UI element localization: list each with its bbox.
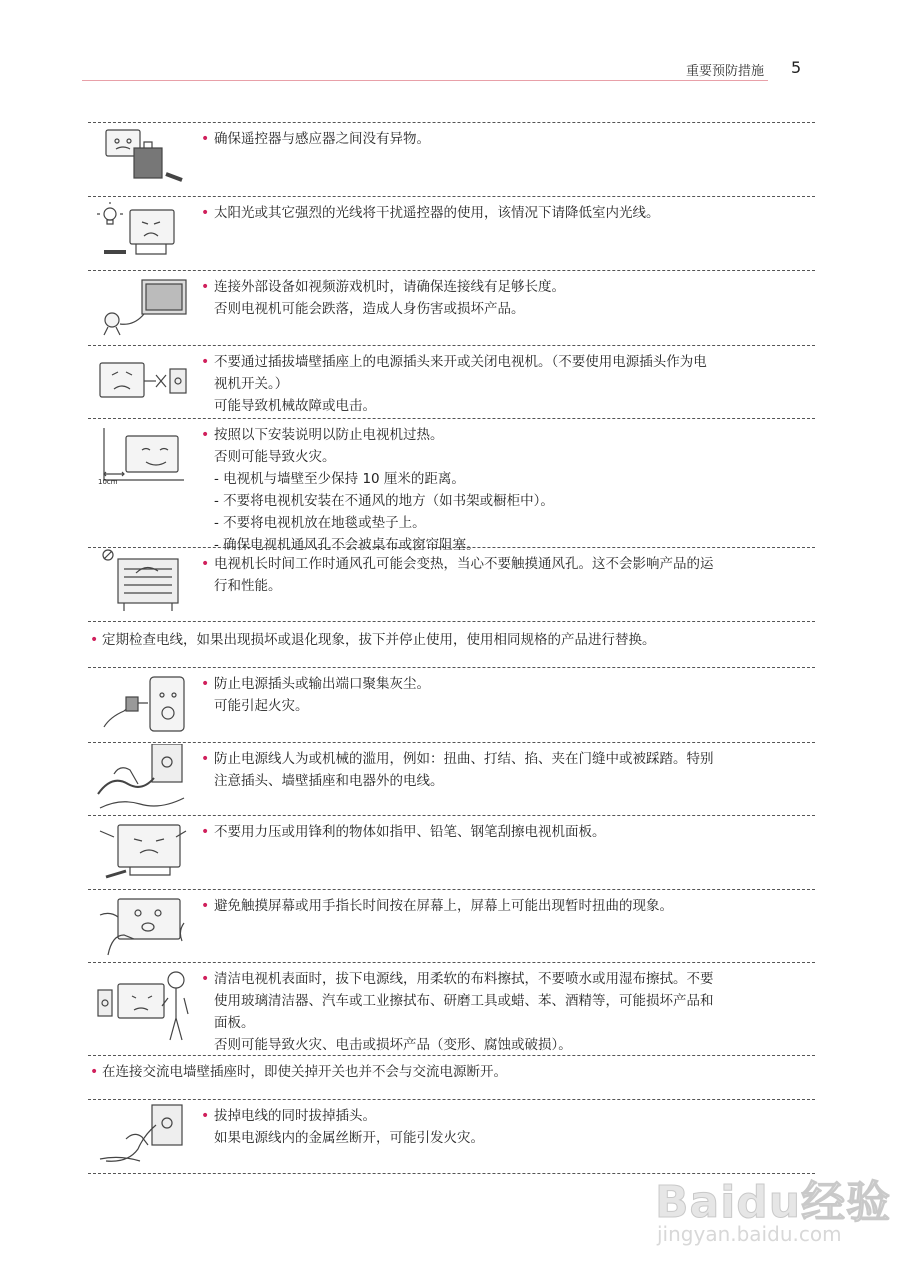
baidu-watermark xyxy=(655,1166,905,1256)
item-text xyxy=(201,424,804,556)
bullet-marker: • xyxy=(201,354,210,370)
item-line: 避免触摸屏幕或用手指长时间按在屏幕上，屏幕上可能出现暂时扭曲的现象。 xyxy=(214,898,673,914)
sunlight-interference-illustration xyxy=(96,202,190,264)
item-text xyxy=(201,202,804,224)
item-text xyxy=(201,276,804,320)
row-separator xyxy=(88,270,815,271)
item-line: 面板。 xyxy=(214,1015,255,1031)
page-header-title: 重要预防措施 xyxy=(686,64,765,79)
watermark-url: jingyan.baidu.com xyxy=(657,1222,842,1246)
bullet-marker: • xyxy=(201,279,210,295)
item-line: 如果电源线内的金属丝断开，可能引发火灾。 xyxy=(214,1130,484,1146)
bullet-marker: • xyxy=(201,971,210,987)
item-text xyxy=(201,128,804,150)
item-line: 注意插头、墙壁插座和电器外的电线。 xyxy=(214,773,444,789)
precaution-item xyxy=(88,964,815,1054)
item-text xyxy=(90,629,802,651)
row-separator xyxy=(88,122,815,123)
bullet-marker: • xyxy=(201,427,210,443)
item-text xyxy=(201,1105,804,1149)
cord-abuse-illustration xyxy=(96,744,190,812)
bullet-marker: • xyxy=(201,676,210,692)
item-line: 电视机长时间工作时通风孔可能会变热，当心不要触摸通风孔。这不会影响产品的运 xyxy=(214,556,714,572)
item-line: - 不要将电视机安装在不通风的地方（如书架或橱柜中）。 xyxy=(214,493,554,509)
row-separator xyxy=(88,1099,815,1100)
precaution-item xyxy=(88,891,815,961)
item-line: 按照以下安装说明以防止电视机过热。 xyxy=(214,427,444,443)
item-line: 否则电视机可能会跌落，造成人身伤害或损坏产品。 xyxy=(214,301,525,317)
precaution-item xyxy=(88,198,815,268)
game-console-cable-illustration xyxy=(96,276,190,338)
precaution-item xyxy=(88,272,815,342)
row-separator xyxy=(88,962,815,963)
bullet-marker: • xyxy=(201,131,210,147)
precaution-item xyxy=(88,817,815,887)
item-text xyxy=(201,968,804,1056)
precaution-item xyxy=(88,1101,815,1171)
item-line: - 确保电视机通风孔不会被桌布或窗帘阻塞。 xyxy=(214,537,480,553)
precaution-item xyxy=(88,669,815,741)
item-text xyxy=(201,821,804,843)
item-line: 不要用力压或用锋利的物体如指甲、铅笔、钢笔刮擦电视机面板。 xyxy=(214,824,606,840)
item-line: 否则可能导致火灾、电击或损坏产品（变形、腐蚀或破损）。 xyxy=(214,1037,572,1053)
hot-vent-illustration xyxy=(96,549,190,615)
item-line: 可能引起火灾。 xyxy=(214,698,309,714)
bullet-marker: • xyxy=(201,824,210,840)
touch-screen-illustration xyxy=(96,893,190,957)
scratch-panel-illustration xyxy=(96,819,190,883)
item-text xyxy=(201,351,804,417)
cleaning-illustration xyxy=(96,970,190,1044)
item-line: 防止电源线人为或机械的滥用，例如：扭曲、打结、掐、夹在门缝中或被踩踏。特别 xyxy=(214,751,714,767)
bullet-marker: • xyxy=(201,205,210,221)
item-line: 太阳光或其它强烈的光线将干扰遥控器的使用，该情况下请降低室内光线。 xyxy=(214,205,660,221)
item-line: 连接外部设备如视频游戏机时，请确保连接线有足够长度。 xyxy=(214,279,565,295)
bullet-marker: • xyxy=(201,556,210,572)
dusty-plug-illustration xyxy=(96,673,190,737)
header-rule xyxy=(82,80,768,81)
precaution-item xyxy=(88,347,815,417)
bullet-marker: • xyxy=(201,1108,210,1124)
unplug-illustration xyxy=(96,1103,190,1167)
precaution-item xyxy=(88,420,815,553)
item-line: 否则可能导致火灾。 xyxy=(214,449,336,465)
item-line: 清洁电视机表面时，拔下电源线，用柔软的布料擦拭，不要喷水或用湿布擦拭。不要 xyxy=(214,971,714,987)
item-line: 确保遥控器与感应器之间没有异物。 xyxy=(214,131,430,147)
distance-label: 10cm xyxy=(98,478,118,486)
precaution-item xyxy=(88,549,815,619)
row-separator xyxy=(88,815,815,816)
row-separator xyxy=(88,196,815,197)
item-line: 可能导致机械故障或电击。 xyxy=(214,398,376,414)
page-number: 5 xyxy=(791,58,802,77)
item-text xyxy=(201,748,804,792)
item-line: 定期检查电线，如果出现损坏或退化现象，拔下并停止使用，使用相同规格的产品进行替换。 xyxy=(102,632,656,648)
row-separator xyxy=(88,889,815,890)
bullet-marker: • xyxy=(201,898,210,914)
row-separator xyxy=(88,742,815,743)
bullet-marker: • xyxy=(90,632,99,648)
item-line: - 电视机与墙壁至少保持 10 厘米的距离。 xyxy=(214,471,465,487)
row-separator xyxy=(88,621,815,622)
item-text xyxy=(201,673,804,717)
precaution-item xyxy=(88,623,815,665)
precaution-item xyxy=(88,1057,815,1097)
watermark-logo-text: Baidu经验 xyxy=(655,1177,892,1228)
plug-switch-illustration xyxy=(96,357,190,413)
item-line: 防止电源插头或输出端口聚集灰尘。 xyxy=(214,676,430,692)
item-text xyxy=(201,553,804,597)
remote-obstruction-illustration xyxy=(96,126,190,188)
item-line: 行和性能。 xyxy=(214,578,282,594)
item-line: 在连接交流电墙壁插座时，即使关掉开关也并不会与交流电源断开。 xyxy=(102,1064,507,1080)
item-line: 使用玻璃清洁器、汽车或工业擦拭布、研磨工具或蜡、苯、酒精等，可能损坏产品和 xyxy=(214,993,714,1009)
row-separator xyxy=(88,418,815,419)
precaution-item xyxy=(88,124,815,194)
bullet-marker: • xyxy=(201,751,210,767)
item-line: 拔掉电线的同时拔掉插头。 xyxy=(214,1108,376,1124)
precaution-item xyxy=(88,744,815,814)
ventilation-distance-illustration xyxy=(96,428,190,492)
item-line: 不要通过插拔墙壁插座上的电源插头来开或关闭电视机。（不要使用电源插头作为电 xyxy=(214,354,707,370)
item-line: 视机开关。） xyxy=(214,376,289,392)
item-line: - 不要将电视机放在地毯或垫子上。 xyxy=(214,515,426,531)
row-separator xyxy=(88,345,815,346)
bullet-marker: • xyxy=(90,1064,99,1080)
item-text xyxy=(201,895,804,917)
item-text xyxy=(90,1061,802,1083)
row-separator xyxy=(88,667,815,668)
